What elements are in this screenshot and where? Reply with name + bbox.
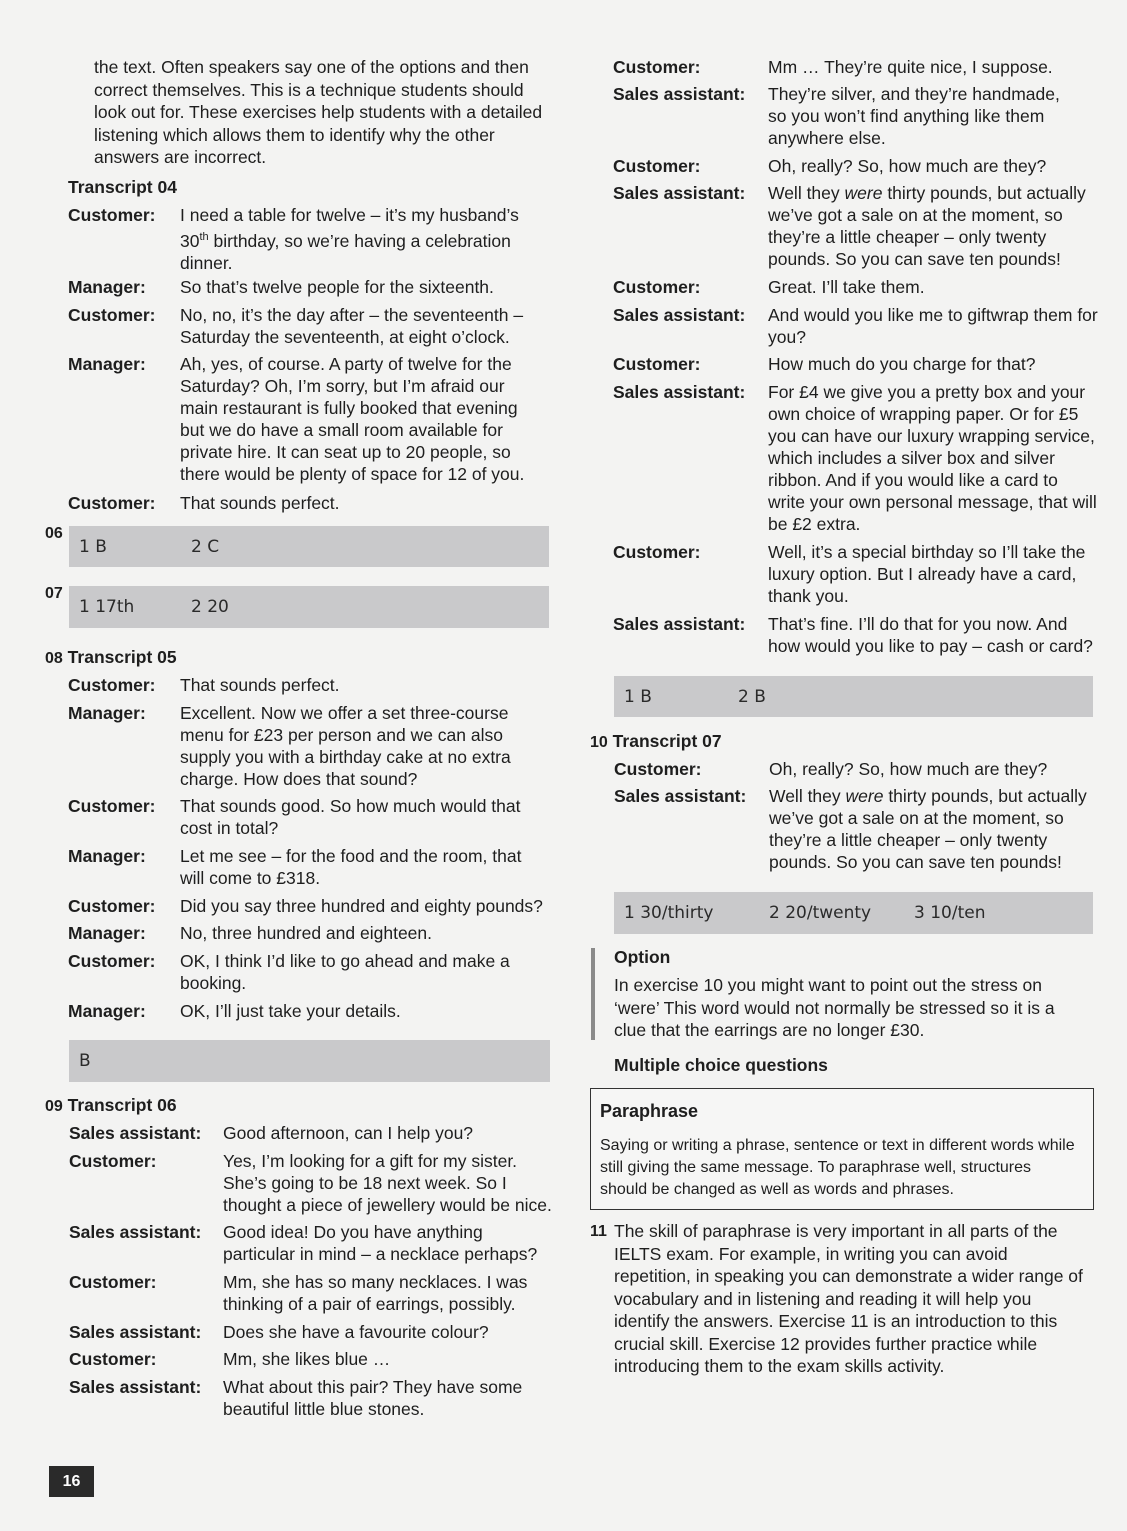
speech-text: That sounds perfect. — [180, 675, 340, 695]
paraphrase-text: Saying or writing a phrase, sentence or text in different words while still giving the same message. To paraphrase well, structures should be changed as well as words and phrases. — [600, 1137, 1075, 1198]
speaker-label: Sales assistant: — [613, 84, 746, 104]
speech-text: That sounds perfect. — [180, 493, 340, 513]
speaker-label: Manager: — [68, 1001, 146, 1021]
intro-paragraph: the text. Often speakers say one of the options and then correct themselves. This is a technique students should look out for. These exercises help students with a detailed listening which allows them to identify why the other answers are incorrect. — [94, 57, 543, 167]
answer-key-bar — [69, 586, 549, 628]
speaker-label: Customer: — [613, 57, 701, 77]
speech-text: That’s fine. I’ll do that for you now. And how would you like to pay – cash or card? — [768, 614, 1093, 656]
speaker-label: Manager: — [68, 277, 146, 297]
speech-text: Let me see – for the food and the room, that will come to £318. — [180, 846, 522, 888]
speech-text: Well they were thirty pounds, but actually we’ve got a sale on at the moment, so they’re a little cheaper – only twenty pounds. So you can save ten pounds! — [769, 786, 1087, 872]
speaker-label: Sales assistant: — [614, 786, 747, 806]
paraphrase-definition-box — [590, 1088, 1094, 1210]
exercise-number: 06 — [45, 525, 63, 542]
speaker-label: Customer: — [613, 542, 701, 562]
speech-text: OK, I think I’d like to go ahead and make a booking. — [180, 951, 510, 993]
speech-text: OK, I’ll just take your details. — [180, 1001, 401, 1021]
speaker-label: Sales assistant: — [613, 183, 746, 203]
transcript-title: Transcript 05 — [67, 647, 177, 667]
speaker-label: Sales assistant: — [613, 382, 746, 402]
speech-text: What about this pair? They have some beautiful little blue stones. — [223, 1377, 523, 1419]
speech-text: Mm, she likes blue … — [223, 1349, 391, 1369]
speech-text: Well, it’s a special birthday so I’ll take the luxury option. But I already have a card, thank you. — [768, 542, 1086, 606]
exercise-number: 11 — [590, 1223, 607, 1240]
transcript-04-heading: Transcript 04 — [68, 177, 177, 197]
speaker-label: Sales assistant: — [613, 614, 746, 634]
option-title: Option — [614, 947, 671, 967]
transcript-05-heading — [45, 646, 177, 670]
speech-text: How much do you charge for that? — [768, 354, 1036, 374]
speaker-label: Customer: — [68, 305, 156, 325]
exercise-number: 07 — [45, 585, 63, 602]
exercise-11-text: The skill of paraphrase is very important in all parts of the IELTS exam. For example, in writing you can avoid repetition, in speaking you can demonstrate a wider range of vocabulary and in listening and reading it will help you identify the answers. Exercise 11 is an introduction to this crucial skill. Exercise 12 provides further practice while introducing them to the exam skills activity. — [614, 1221, 1083, 1376]
speech-text: Mm, she has so many necklaces. I was thinking of a pair of earrings, possibly. — [223, 1272, 528, 1314]
answer: B — [79, 1051, 91, 1071]
speech-text: They’re silver, and they’re handmade, so you won’t find anything like them anywhere else. — [768, 84, 1060, 148]
answer-key-bar — [69, 526, 549, 567]
speaker-label: Sales assistant: — [69, 1322, 202, 1342]
speech-text: Good idea! Do you have anything particular in mind – a necklace perhaps? — [223, 1222, 538, 1264]
speaker-label: Sales assistant: — [69, 1377, 202, 1397]
speaker-label: Customer: — [69, 1151, 157, 1171]
speech-text: Great. I’ll take them. — [768, 277, 925, 297]
speech-text: Good afternoon, can I help you? — [223, 1123, 474, 1143]
answer: 1 30/thirty — [624, 903, 714, 923]
speaker-label: Sales assistant: — [69, 1222, 202, 1242]
option-sidebar-rule — [591, 948, 595, 1040]
speaker-label: Customer: — [68, 493, 156, 513]
exercise-number: 09 — [45, 1098, 63, 1115]
exercise-number: 10 — [590, 734, 608, 751]
answer: 3 10/ten — [914, 903, 986, 923]
speech-text: No, three hundred and eighteen. — [180, 923, 432, 943]
speech-text: Yes, I’m looking for a gift for my sister. She’s going to be 18 next week. So I thought a piece of jewellery would be nice. — [223, 1151, 552, 1215]
speech-text: No, no, it’s the day after – the seventeenth – Saturday the seventeenth, at eight o’clock. — [180, 305, 524, 347]
speech-text: Did you say three hundred and eighty pounds? — [180, 896, 543, 916]
speaker-label: Sales assistant: — [613, 305, 746, 325]
speech-text: So that’s twelve people for the sixteenth. — [180, 277, 494, 297]
answer: 1 B — [79, 536, 107, 557]
speech-text: Does she have a favourite colour? — [223, 1322, 489, 1342]
answer: 2 20/twenty — [769, 903, 872, 923]
speech-text: Oh, really? So, how much are they? — [768, 156, 1047, 176]
answer: 2 20 — [191, 597, 229, 617]
speaker-label: Customer: — [614, 759, 702, 779]
speaker-label: Manager: — [68, 846, 146, 866]
speaker-label: Manager: — [68, 923, 146, 943]
answer: 1 B — [624, 686, 652, 707]
mcq-heading: Multiple choice questions — [614, 1055, 828, 1075]
speaker-label: Customer: — [68, 675, 156, 695]
speaker-label: Customer: — [69, 1272, 157, 1292]
option-text: In exercise 10 you might want to point out the stress on ‘were’ This word would not normally be stressed so it is a clue that the earrings are no longer £30. — [614, 975, 1055, 1040]
answer: 2 B — [738, 686, 766, 707]
speech-text: Well they were thirty pounds, but actually we’ve got a sale on at the moment, so they’re a little cheaper – only twenty pounds. So you can save ten pounds! — [768, 183, 1086, 269]
speaker-label: Customer: — [613, 156, 701, 176]
transcript-title: Transcript 07 — [612, 731, 722, 751]
transcript-title: Transcript 06 — [67, 1095, 177, 1115]
speaker-label: Customer: — [69, 1349, 157, 1369]
speaker-label: Manager: — [68, 354, 146, 374]
speech-text: Oh, really? So, how much are they? — [769, 759, 1048, 779]
speech-text: That sounds good. So how much would that cost in total? — [180, 796, 521, 838]
answer: 2 C — [191, 536, 220, 557]
speech-text: For £4 we give you a pretty box and your own choice of wrapping paper. Or for £5 you can have our luxury wrapping service, which includes a silver box and silver ribbon. And if you would like a card to write your own personal message, that will be £2 extra. — [768, 382, 1097, 534]
speaker-label: Customer: — [68, 951, 156, 971]
speaker-label: Customer: — [613, 354, 701, 374]
answer-key-bar — [614, 676, 1093, 717]
speaker-label: Customer: — [68, 796, 156, 816]
speech-text: Excellent. Now we offer a set three-course menu for £23 per person and we can also supply you with a birthday cake at no extra charge. How does that sound? — [180, 703, 511, 789]
speech-text: I need a table for twelve – it’s my husband’s 30th birthday, so we’re having a celebration dinner. — [180, 205, 519, 273]
speaker-label: Customer: — [68, 896, 156, 916]
answer-key-bar — [614, 892, 1093, 934]
exercise-number: 08 — [45, 650, 63, 667]
speaker-label: Customer: — [613, 277, 701, 297]
transcript-07-heading — [590, 730, 722, 754]
answer: 1 17th — [79, 597, 135, 617]
transcript-06-heading — [45, 1094, 177, 1118]
speech-text: And would you like me to giftwrap them for you? — [768, 305, 1098, 347]
speaker-label: Sales assistant: — [69, 1123, 202, 1143]
speaker-label: Customer: — [68, 205, 156, 225]
speaker-label: Manager: — [68, 703, 146, 723]
page-number: 16 — [49, 1466, 94, 1497]
speech-text: Mm … They’re quite nice, I suppose. — [768, 57, 1053, 77]
speech-text: Ah, yes, of course. A party of twelve for the Saturday? Oh, I’m sorry, but I’m afraid our main restaurant is fully booked that evening but we do have a small room available for private hire. It can seat up to 20 people, so there would be plenty of space for 12 of you. — [180, 354, 525, 484]
answer-key-bar — [69, 1040, 550, 1082]
paraphrase-title: Paraphrase — [600, 1101, 699, 1121]
